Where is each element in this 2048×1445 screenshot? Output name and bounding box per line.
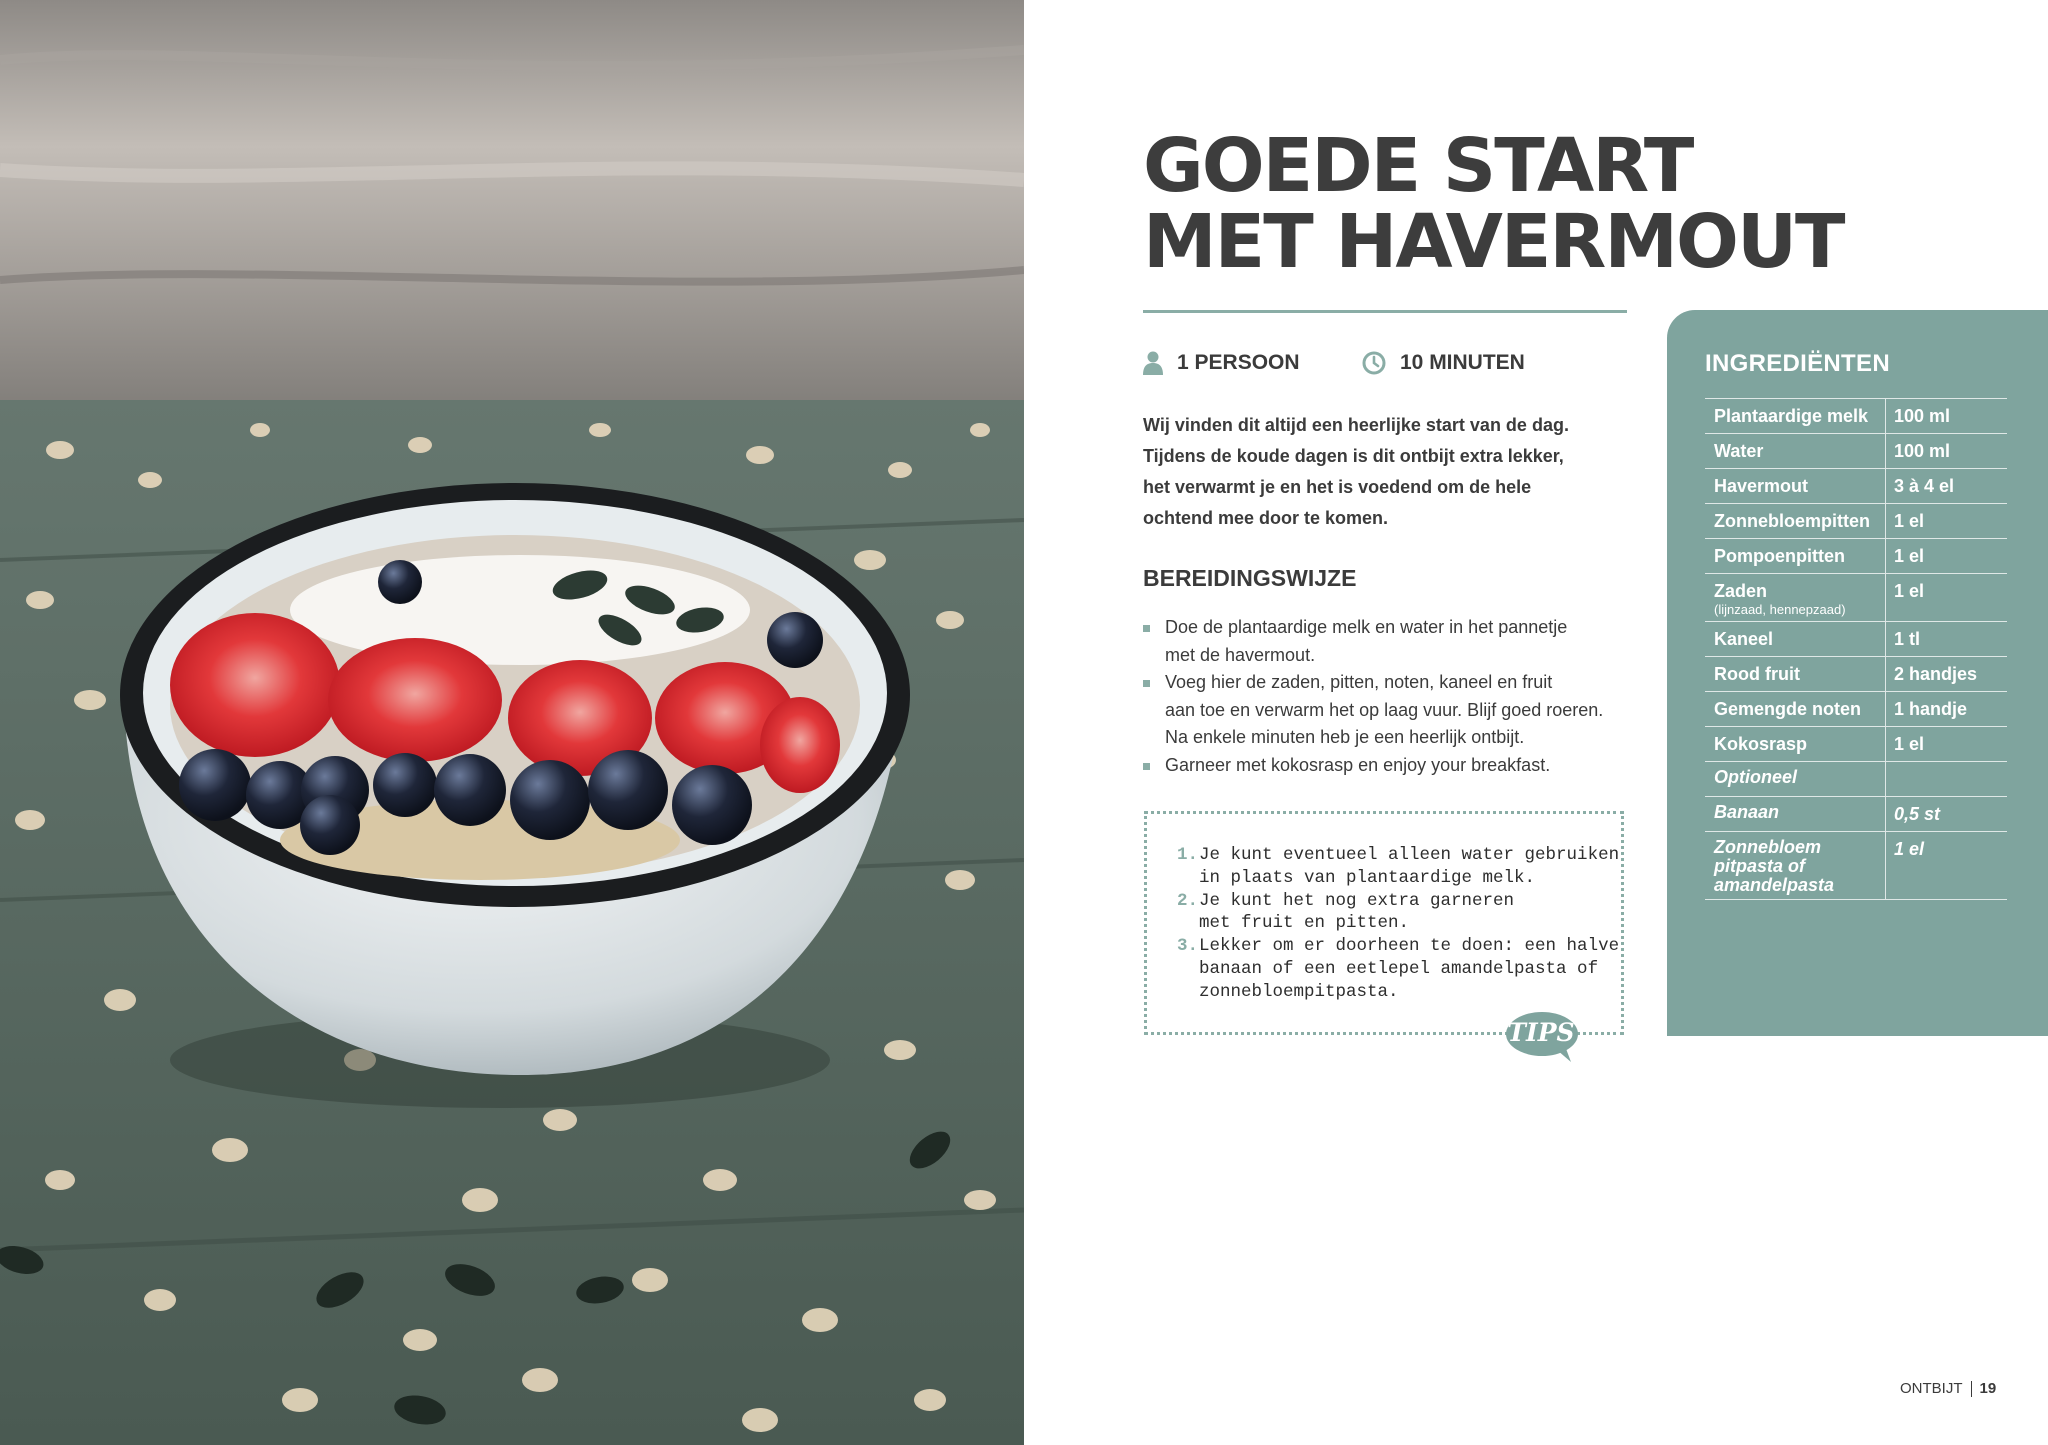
recipe-title-line-1: GOEDE START [1143,123,1693,209]
method-heading: BEREIDINGSWIJZE [1143,565,1357,591]
ingredient-amount: 1 el [1894,734,1925,754]
tip-item [1177,844,1619,890]
ingredients-table [1705,398,2007,900]
ingredient-name: Kokosrasp [1705,727,1886,761]
step-item [1143,614,1643,669]
ingredients-panel [1667,310,2048,1036]
optional-heading: Optioneel [1705,762,1886,796]
person-icon [1143,351,1163,375]
tip-number: 3. [1177,936,1199,957]
servings-info [1143,348,1300,378]
ingredient-amount: 1 tl [1894,629,1921,649]
tip-line: banaan of een eetlepel amandelpasta of [1199,958,1599,979]
step-line: Garneer met kokosrasp en enjoy your breakfast. [1165,754,1551,775]
ingredient-name: Plantaardige melk [1705,399,1886,433]
method-steps [1143,614,1643,779]
step-line: aan toe en verwarm het op laag vuur. Blijf goed roeren. [1165,699,1604,720]
tips-box [1144,811,1624,1035]
ingredient-amount: 0,5 st [1894,804,1941,824]
ingredient-row [1705,573,2007,621]
ingredient-amount [1886,762,2007,796]
ingredient-name: Havermout [1705,469,1886,503]
ingredient-row [1705,468,2007,503]
ingredient-row [1705,503,2007,538]
tip-line: Je kunt het nog extra garneren [1199,890,1515,911]
recipe-intro [1143,410,1623,534]
ingredient-name: Zonnebloempitten [1705,504,1886,538]
ingredient-name: Water [1705,434,1886,468]
time-info [1362,348,1525,378]
tip-line: Je kunt eventueel alleen water gebruiken [1199,845,1620,865]
ingredient-amount: 1 el [1894,546,1925,566]
tip-item [1177,890,1619,936]
tip-number: 2. [1177,890,1199,911]
tip-line: in plaats van plantaardige melk. [1199,867,1536,888]
tip-line: Lekker om er doorheen te doen: een halve [1199,936,1620,957]
ingredient-row [1705,398,2007,433]
ingredient-name: Gemengde noten [1705,692,1886,726]
tips-list [1177,844,1619,1004]
title-divider [1143,310,1627,313]
tip-number: 1. [1177,845,1199,865]
ingredient-row [1705,831,2007,900]
ingredient-row [1705,433,2007,468]
time-text: 10 MINUTEN [1400,351,1525,374]
ingredient-amount: 100 ml [1894,406,1951,426]
ingredient-amount: 100 ml [1894,441,1951,461]
intro-line: ochtend mee door te komen. [1143,508,1389,528]
recipe-title [1143,123,1903,285]
servings-text: 1 PERSOON [1177,351,1300,374]
tips-badge [1505,1010,1581,1062]
ingredient-amount: 1 el [1894,511,1925,531]
tip-line: zonnebloempitpasta. [1199,981,1399,1002]
footer-divider [1971,1381,1972,1397]
ingredient-name: Zaden [1714,581,1768,601]
ingredient-row [1705,691,2007,726]
tips-badge-label: TIPS [1507,1018,1575,1047]
intro-line: Tijdens de koude dagen is dit ontbijt extra lekker, [1143,446,1564,466]
ingredient-name: Banaan [1705,797,1886,831]
clock-icon [1362,351,1386,375]
step-line: Voeg hier de zaden, pitten, noten, kaneel en fruit [1165,672,1553,692]
page-footer [1900,1380,1996,1397]
step-line: met de havermout. [1165,644,1316,665]
ingredients-title: INGREDIËNTEN [1705,350,1890,377]
ingredient-amount: 1 el [1894,581,1925,601]
intro-line: het verwarmt je en het is voedend om de hele [1143,477,1532,497]
ingredient-name-line: pitpasta of [1714,856,1806,876]
ingredient-name: Pompoenpitten [1705,539,1886,573]
ingredient-name-cell [1705,832,1886,899]
section-name: ONTBIJT [1900,1380,1963,1397]
ingredient-row [1705,621,2007,656]
ingredient-name: Kaneel [1705,622,1886,656]
ingredient-amount: 3 à 4 el [1894,476,1955,496]
ingredient-amount: 1 el [1894,839,1925,859]
ingredient-name-cell [1705,574,1886,621]
ingredient-row [1705,656,2007,691]
ingredient-amount: 1 handje [1894,699,1968,719]
intro-line: Wij vinden dit altijd een heerlijke start van de dag. [1143,415,1569,435]
recipe-title-line-2: MET HAVERMOUT [1143,199,1844,285]
ingredient-row [1705,726,2007,761]
page-number: 19 [1979,1380,1997,1397]
tip-item [1177,935,1619,1003]
tip-line: met fruit en pitten. [1199,913,1410,934]
step-item [1143,752,1643,780]
ingredient-name-line: Zonnebloem [1714,837,1821,857]
step-line: Na enkele minuten heb je een heerlijk ontbijt. [1165,727,1525,747]
ingredient-note: (lijnzaad, hennepzaad) [1714,602,1846,617]
ingredient-row [1705,796,2007,831]
ingredient-name-line: amandelpasta [1714,875,1835,895]
step-item [1143,669,1643,752]
ingredient-row [1705,538,2007,573]
optional-heading-row [1705,761,2007,796]
ingredient-name: Rood fruit [1705,657,1886,691]
ingredient-amount: 2 handjes [1894,664,1978,684]
step-line: Doe de plantaardige melk en water in het pannetje [1165,617,1568,637]
